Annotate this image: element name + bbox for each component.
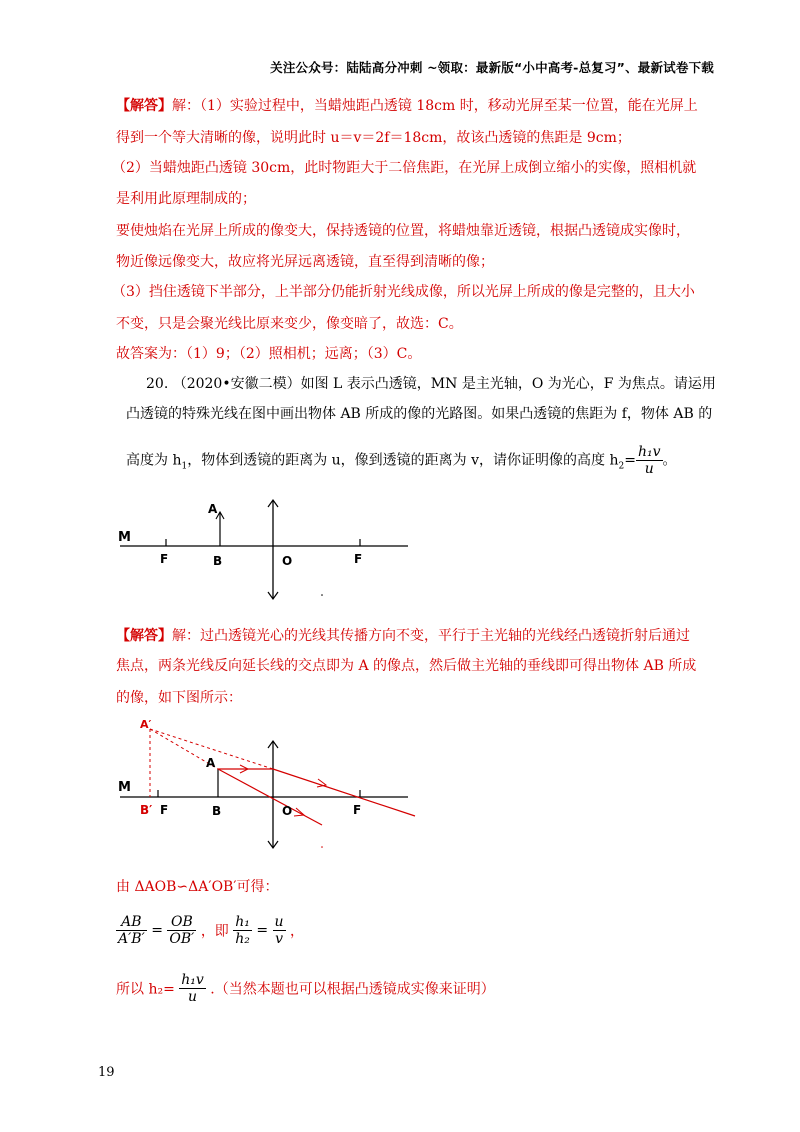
frac-h-den: h₂ <box>235 931 250 947</box>
lens-diagram-answer <box>110 715 420 855</box>
stray-dot <box>321 594 323 596</box>
q20-fraction <box>636 444 663 477</box>
frac-result-den: u <box>188 989 198 1005</box>
question20-line1: 20. （2020•安徽二模）如图 L 表示凸透镜，MN 是主光轴，O 为光心，F 为焦点。请运用 <box>146 376 716 392</box>
answer2-line1 <box>116 626 690 646</box>
proof-mid-text: ，即 <box>200 923 229 940</box>
q20-eq: = <box>624 452 636 469</box>
label-m-2: M <box>118 780 131 795</box>
proof-comma: ， <box>290 923 305 940</box>
eq-sign-2: = <box>256 922 269 939</box>
lens-diagram-question <box>110 495 420 610</box>
frac-ab-num: AB <box>116 914 147 931</box>
q20-sub1: 1 <box>181 461 188 472</box>
label-a: A <box>208 502 218 516</box>
proof-ratio-line <box>116 914 304 947</box>
frac-ob <box>167 914 196 947</box>
frac-h <box>233 914 252 947</box>
q20-frac-den: u <box>644 461 654 477</box>
frac-result-num: h₁v <box>181 972 204 988</box>
refracted-ray <box>273 769 415 816</box>
label-o-2: O <box>282 804 293 818</box>
frac-uv-num: u <box>274 914 284 930</box>
frac-ob-num: OB <box>167 914 196 931</box>
answer2-tag: 【解答】 <box>116 628 172 644</box>
answer1-line3: （2）当蜡烛距凸透镜 30cm，此时物距大于二倍焦距，在光屏上成倒立缩小的实像，照相机就 <box>112 160 697 176</box>
answer2-line2: 焦点，两条光线反向延长线的交点即为 A 的像点，然后做主光轴的垂线即可得出物体 AB 所成 <box>116 658 697 674</box>
answer1-line6: 物近像远像变大，故应将光屏远离透镜，直至得到清晰的像； <box>116 254 494 270</box>
conclusion-text-a: 所以 h₂= <box>116 981 175 998</box>
label-f-right: F <box>354 552 363 566</box>
answer-tag: 【解答】 <box>116 98 172 114</box>
answer1-line4: 是利用此原理制成的； <box>116 191 256 207</box>
frac-uv <box>273 914 286 947</box>
q20-frac-num: h₁v <box>637 444 661 460</box>
answer1-text1: 解：（1）实验过程中，当蜡烛距凸透镜 18cm 时，移动光屏至某一位置，能在光屏上 <box>172 98 698 114</box>
question20-line3 <box>126 444 677 477</box>
eq-sign-1: = <box>151 922 163 939</box>
label-a-prime: A′ <box>140 718 152 731</box>
proof-conclusion <box>116 972 495 1005</box>
q20-end: 。 <box>662 452 677 469</box>
frac-uv-den: v <box>275 931 284 947</box>
label-a-2: A <box>206 756 216 770</box>
page-number: 19 <box>98 1065 115 1080</box>
label-b-prime: B′ <box>140 803 153 817</box>
answer1-line2: 得到一个等大清晰的像，说明此时 u＝v＝2f＝18cm，故该凸透镜的焦距是 9cm； <box>116 130 631 146</box>
conclusion-text-b: .（当然本题也可以根据凸透镜成实像来证明） <box>210 981 495 998</box>
label-b-2: B <box>212 804 222 818</box>
answer2-line3: 的像，如下图所示： <box>116 690 242 706</box>
page-header: 关注公众号：陆陆高分冲刺 ~领取：最新版“小中高考-总复习”、最新试卷下载 <box>270 60 714 75</box>
answer1-line1 <box>116 96 698 116</box>
q20-text-a: 高度为 h <box>126 452 182 469</box>
frac-h-num: h₁ <box>235 914 250 930</box>
q20-sub2: 2 <box>618 461 625 472</box>
stray-dot-2 <box>321 846 323 848</box>
ray-arrow-2 <box>317 779 326 787</box>
answer1-line5: 要使烛焰在光屏上所成的像变大，保持透镜的位置，将蜡烛靠近透镜，根据凸透镜成实像时， <box>116 223 690 239</box>
frac-ab <box>116 914 147 947</box>
answer1-line8: 不变，只是会聚光线比原来变少，像变暗了，故选：C。 <box>116 316 463 332</box>
frac-result <box>179 972 206 1005</box>
label-f-left-2: F <box>160 803 169 817</box>
frac-ob-den: OB′ <box>169 931 195 947</box>
label-m: M <box>118 530 131 545</box>
label-b: B <box>213 554 223 568</box>
frac-ab-den: A′B′ <box>118 931 145 947</box>
answer1-line9: 故答案为：（1）9；（2）照相机；远离；（3）C。 <box>116 346 422 362</box>
q20-text-b: ，物体到透镜的距离为 u，像到透镜的距离为 v，请你证明像的高度 h <box>187 452 619 469</box>
label-f-right-2: F <box>353 803 362 817</box>
answer2-text1: 解：过凸透镜光心的光线其传播方向不变，平行于主光轴的光线经凸透镜折射后通过 <box>172 628 690 644</box>
label-f-left: F <box>160 552 169 566</box>
label-o: O <box>282 554 293 568</box>
proof-line1: 由 ΔAOB∽ΔA′OB′可得： <box>116 879 279 895</box>
answer1-line7: （3）挡住透镜下半部分，上半部分仍能折射光线成像，所以光屏上所成的像是完整的，且大小 <box>112 284 695 300</box>
question20-line2: 凸透镜的特殊光线在图中画出物体 AB 所成的像的光路图。如果凸透镜的焦距为 f，物体 AB 的 <box>126 406 713 422</box>
